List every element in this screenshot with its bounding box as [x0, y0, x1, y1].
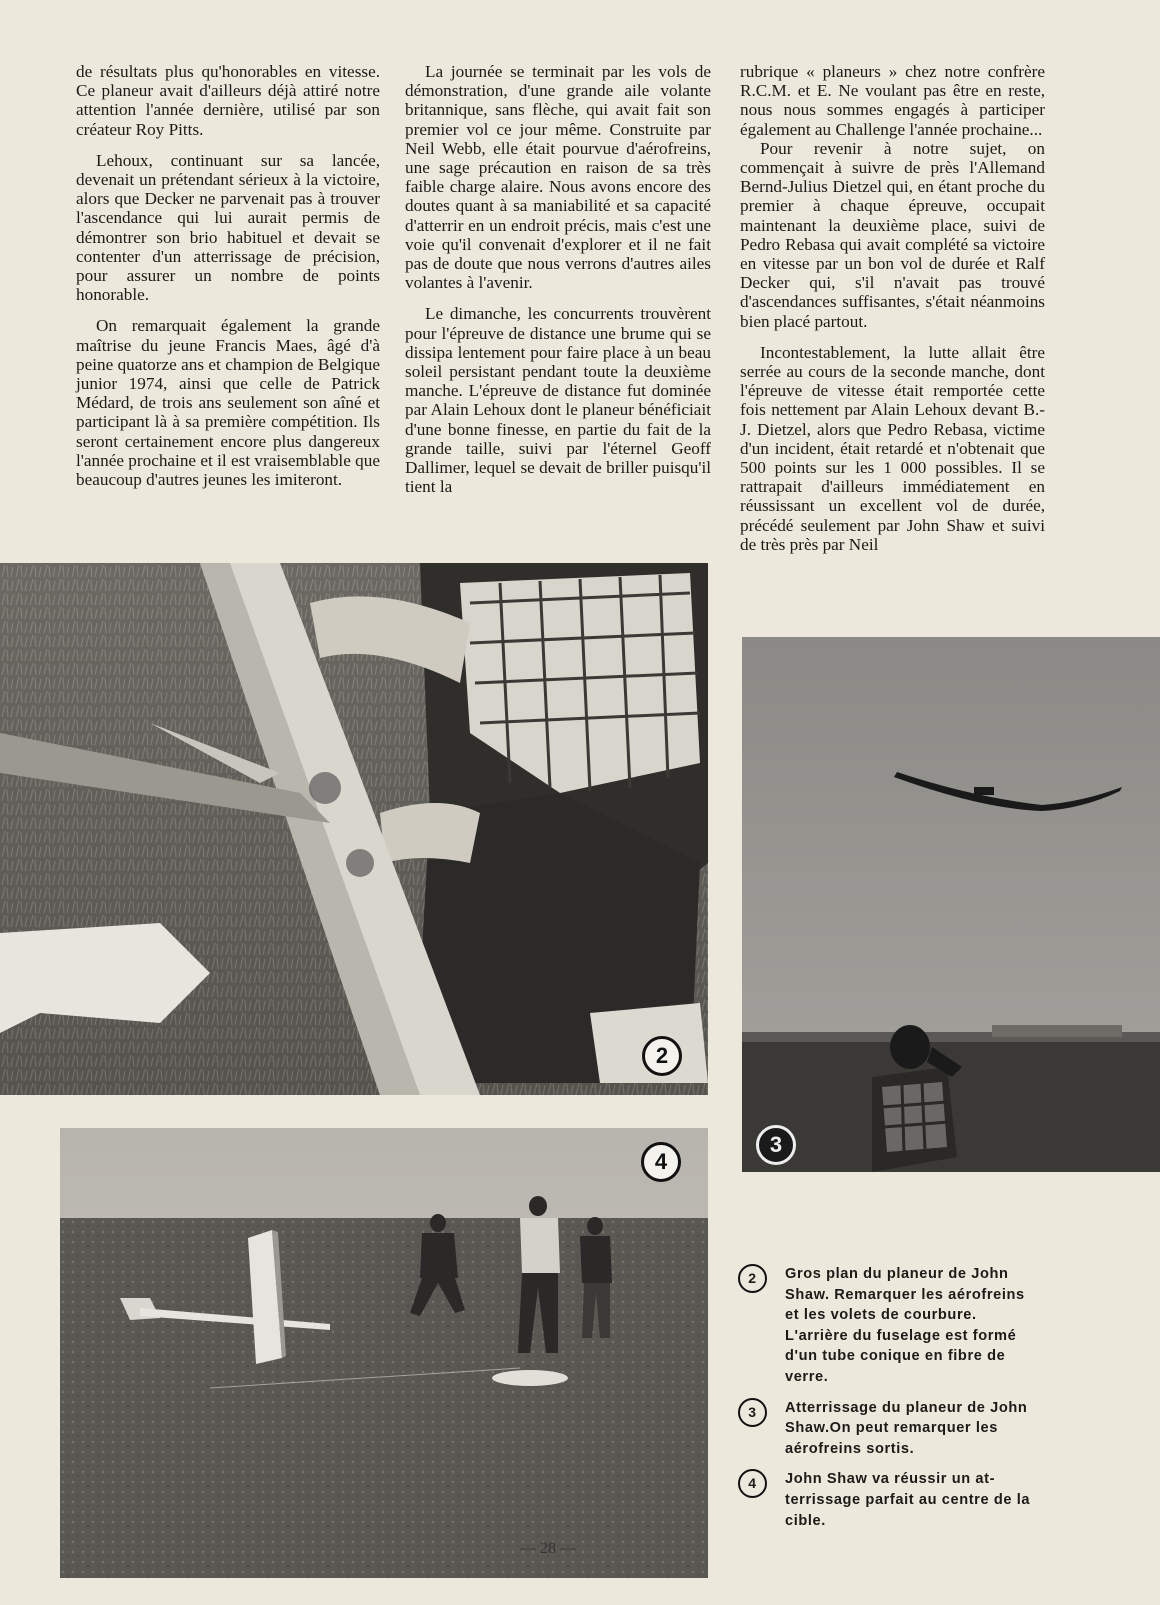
photo-captions: [738, 1264, 1038, 1541]
caption-item: [738, 1264, 1038, 1388]
paragraph: Pour revenir à notre sujet, on commençait à suivre de près l'Allemand Bernd-Julius Dietzel qui, en étant proche du premier à chaque épreuve, occupait maintenant la deuxième place, suivi de Pedro Rebasa qui avait complété sa victoire en vitesse par un bon vol de durée et Ralf Decker qui, s'il n'avait pas trouvé d'ascendances suffisantes, s'était néanmoins bien placé partout.: [740, 138, 1045, 331]
photo-glider-closeup: [0, 563, 708, 1095]
article-column-2: [405, 62, 711, 496]
page-number: — 28 —: [520, 1540, 576, 1557]
caption-number: 4: [738, 1469, 767, 1498]
paragraph: La journée se terminait par les vols de démonstration, d'une grande aile volante britannique, sans flèche, qui avait fait son premier vol ce jour même. Construite par Neil Webb, elle était pourvue d'aérofreins, une sage précaution en raison de sa très faible charge alaire. Nous avons encore des doutes quant à sa maniabilité et sa capacité d'atterrir en un endroit précis, mais c'est une voie qu'il convenait d'explorer et il ne fait pas de doute que nous verrons d'autres ailes volantes à l'avenir.: [405, 62, 711, 293]
paragraph: Le dimanche, les concurrents trouvèrent pour l'épreuve de distance une brume qui se dissipa lentement pour faire place à un beau soleil persistant pendant toute la deuxième manche. L'épreuve de distance fut dominée par Alain Lehoux dont le planeur bénéficiait d'une bonne finesse, en partie du fait de la grande taille, suivi par l'éternel Geoff Dallimer, lequel se devait de briller puisqu'il tient la: [405, 304, 711, 497]
caption-number: 2: [738, 1264, 767, 1293]
caption-text: Gros plan du planeur de John Shaw. Remarquer les aérofreins et les volets de courbure. L'arrière du fuselage est formé d'un tube conique en fibre de verre.: [785, 1266, 1025, 1385]
caption-text: John Shaw va réussir un atterrissage parfait au centre de la cible.: [785, 1471, 1031, 1529]
article-column-1: [76, 62, 380, 489]
photo-precision-landing: [60, 1128, 708, 1578]
paragraph: On remarquait également la grande maîtrise du jeune Francis Maes, âgé d'à peine quatorze ans et champion de Belgique junior 1974, ainsi que celle de Patrick Médard, de trois ans seulement son aîné et participant là à sa première compétition. Ils seront certainement encore plus dangereux l'année prochaine et il est vraisemblable que beaucoup d'autres jeunes les imiteront.: [76, 316, 380, 490]
caption-number: 3: [738, 1398, 767, 1427]
caption-text: Atterrissage du planeur de John Shaw.On peut remarquer les aérofreins sortis.: [785, 1399, 1028, 1457]
photo-number-badge: 3: [756, 1125, 796, 1165]
photo-number-badge: 4: [641, 1142, 681, 1182]
paragraph: Incontestablement, la lutte allait être serrée au cours de la seconde manche, dont l'épreuve de vitesse était remportée cette fois nettement par Alain Lehoux devant B.-J. Dietzel, alors que Pedro Rebasa, victime d'un incident, était retardé et n'obtenait que 500 points sur les 1 000 possibles. Il se rattrapait d'ailleurs immédiatement en réussissant un excellent vol de durée, précédé seulement par John Shaw et suivi de très près par Neil: [740, 342, 1045, 554]
paragraph: rubrique « planeurs » chez notre confrère R.C.M. et E. Ne voulant pas être en reste, nous nous sommes engagés à participer également au Challenge l'année prochaine...: [740, 62, 1045, 139]
photo-number-badge: 2: [642, 1036, 682, 1076]
photo-glider-landing: [742, 637, 1160, 1172]
caption-item: [738, 1469, 1038, 1531]
caption-item: [738, 1398, 1038, 1460]
article-column-3: [740, 62, 1045, 554]
paragraph: de résultats plus qu'honorables en vitesse. Ce planeur avait d'ailleurs déjà attiré notre attention l'année dernière, utilisé par son créateur Roy Pitts.: [76, 62, 380, 139]
paragraph: Lehoux, continuant sur sa lancée, devenait un prétendant sérieux à la victoire, alors que Decker ne parvenait pas à trouver l'ascendance qui lui aurait permis de démontrer son brio habituel et devait se contenter d'un atterrissage de précision, pour assurer un nombre de points honorable.: [76, 150, 380, 305]
